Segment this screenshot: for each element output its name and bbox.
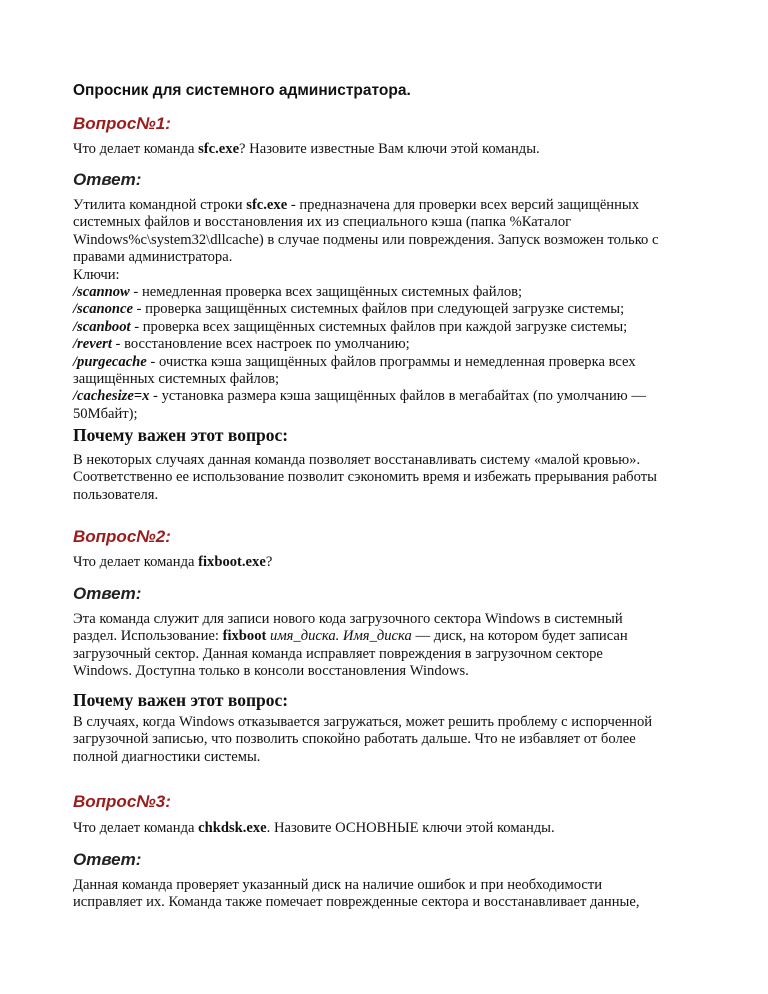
text-segment: - проверка всех защищённых системных файлов при каждой загрузке системы; bbox=[130, 318, 628, 335]
text-line bbox=[73, 371, 713, 388]
text-line bbox=[73, 487, 713, 504]
question-3-heading: Вопрос№3: bbox=[73, 792, 171, 811]
why-1-heading: Почему важен этот вопрос: bbox=[73, 425, 289, 445]
emphasis-text: fixboot bbox=[222, 628, 267, 645]
text-segment: В случаях, когда Windows отказывается загружаться, может решить проблему с испорченной bbox=[73, 714, 653, 730]
text-line bbox=[73, 554, 713, 571]
text-segment: Windows. Доступна только в консоли восстановления Windows. bbox=[73, 663, 469, 680]
text-segment: полной диагностики системы. bbox=[73, 748, 261, 765]
text-line bbox=[73, 749, 713, 766]
answer-2-text bbox=[73, 611, 713, 681]
emphasis-text: имя_диска. Имя_диска bbox=[270, 628, 412, 645]
text-segment: - немедленная проверка всех защищённых системных файлов; bbox=[129, 284, 523, 301]
text-segment: системных файлов и восстановления их из специального кэша (папка %Каталог bbox=[73, 214, 572, 231]
emphasis-text: sfc.exe bbox=[198, 141, 240, 157]
text-segment: ? bbox=[265, 554, 273, 570]
answer-3-heading: Ответ: bbox=[73, 850, 142, 869]
answer-3-text bbox=[73, 877, 713, 912]
why-2-text bbox=[73, 714, 713, 766]
text-line bbox=[73, 406, 713, 423]
text-line bbox=[73, 214, 713, 231]
text-line bbox=[73, 388, 713, 405]
text-line bbox=[73, 714, 713, 731]
text-segment: Ключи: bbox=[73, 266, 120, 283]
text-line bbox=[73, 820, 713, 837]
text-segment: раздел. Использование: bbox=[73, 628, 223, 645]
text-line bbox=[73, 894, 713, 911]
text-line bbox=[73, 267, 713, 284]
text-line bbox=[73, 354, 713, 371]
text-line bbox=[73, 232, 713, 249]
text-segment: — диск, на котором будет записан bbox=[411, 628, 628, 645]
text-segment: Windows%c\system32\dllcache) в случае подмены или повреждения. Запуск возможен только с bbox=[73, 231, 659, 248]
question-2-text bbox=[73, 554, 713, 571]
text-line bbox=[73, 284, 713, 301]
text-segment: В некоторых случаях данная команда позволяет восстанавливать систему «малой кровью». bbox=[73, 452, 641, 468]
emphasis-text: /scanboot bbox=[73, 318, 131, 335]
text-line bbox=[73, 197, 713, 214]
text-line bbox=[73, 469, 713, 486]
text-segment: . Назовите ОСНОВНЫЕ ключи этой команды. bbox=[266, 820, 555, 836]
text-line bbox=[73, 452, 713, 469]
emphasis-text: /scannow bbox=[73, 284, 130, 301]
text-segment: ? Назовите известные Вам ключи этой команды. bbox=[239, 141, 540, 157]
emphasis-text: fixboot.exe bbox=[198, 554, 266, 570]
text-line bbox=[73, 336, 713, 353]
text-line bbox=[73, 141, 713, 158]
text-segment: Эта команда служит для записи нового кода загрузочного сектора Windows в системный bbox=[73, 611, 623, 627]
text-segment: - восстановление всех настроек по умолчанию; bbox=[111, 336, 410, 353]
question-1-text bbox=[73, 141, 713, 158]
text-segment: правами администратора. bbox=[73, 249, 233, 266]
text-line bbox=[73, 646, 713, 663]
page-title: Опросник для системного администратора. bbox=[73, 82, 411, 99]
text-segment: Что делает команда bbox=[73, 141, 199, 157]
emphasis-text: /purgecache bbox=[73, 353, 147, 370]
text-segment: Что делает команда bbox=[73, 554, 199, 570]
question-2-heading: Вопрос№2: bbox=[73, 527, 171, 546]
emphasis-text: /revert bbox=[73, 336, 112, 353]
text-segment: пользователя. bbox=[73, 486, 159, 503]
text-segment: 50Мбайт); bbox=[73, 405, 138, 422]
text-segment: защищённых системных файлов; bbox=[73, 371, 280, 388]
emphasis-text: sfc.exe bbox=[246, 197, 288, 213]
text-segment: - установка размера кэша защищённых файлов в мегабайтах (по умолчанию — bbox=[149, 388, 646, 405]
text-line bbox=[73, 877, 713, 894]
text-segment: - очистка кэша защищённых файлов программы и немедленная проверка всех bbox=[146, 353, 636, 370]
question-1-heading: Вопрос№1: bbox=[73, 114, 171, 133]
text-segment: загрузочный сектор. Данная команда исправляет повреждения в загрузочном секторе bbox=[73, 645, 603, 662]
text-line bbox=[73, 628, 713, 645]
answer-1-heading: Ответ: bbox=[73, 170, 142, 189]
text-segment: Утилита командной строки bbox=[73, 197, 247, 213]
why-1-text bbox=[73, 452, 713, 504]
text-segment: - предназначена для проверки всех версий защищённых bbox=[287, 197, 640, 213]
text-segment: Данная команда проверяет указанный диск на наличие ошибок и при необходимости bbox=[73, 877, 603, 893]
text-segment: Соответственно ее использование позволит сэкономить время и избежать прерывания работы bbox=[73, 469, 657, 486]
text-segment: - проверка защищённых системных файлов при следующей загрузке системы; bbox=[133, 301, 625, 318]
emphasis-text: chkdsk.exe bbox=[198, 820, 267, 836]
text-line bbox=[73, 731, 713, 748]
emphasis-text: /cachesize=x bbox=[73, 388, 150, 405]
why-2-heading: Почему важен этот вопрос: bbox=[73, 690, 289, 710]
answer-1-text bbox=[73, 197, 713, 423]
text-segment: загрузочной записью, что позволить спокойно работать дальше. Что не избавляет от более bbox=[73, 731, 636, 748]
text-line bbox=[73, 249, 713, 266]
text-line bbox=[73, 611, 713, 628]
text-segment: Что делает команда bbox=[73, 820, 199, 836]
question-3-text bbox=[73, 820, 713, 837]
emphasis-text: /scanonce bbox=[73, 301, 133, 318]
text-segment: исправляет их. Команда также помечает поврежденные сектора и восстанавливает данные, bbox=[73, 894, 640, 911]
text-line bbox=[73, 319, 713, 336]
text-line bbox=[73, 301, 713, 318]
answer-2-heading: Ответ: bbox=[73, 584, 142, 603]
text-line bbox=[73, 663, 713, 680]
